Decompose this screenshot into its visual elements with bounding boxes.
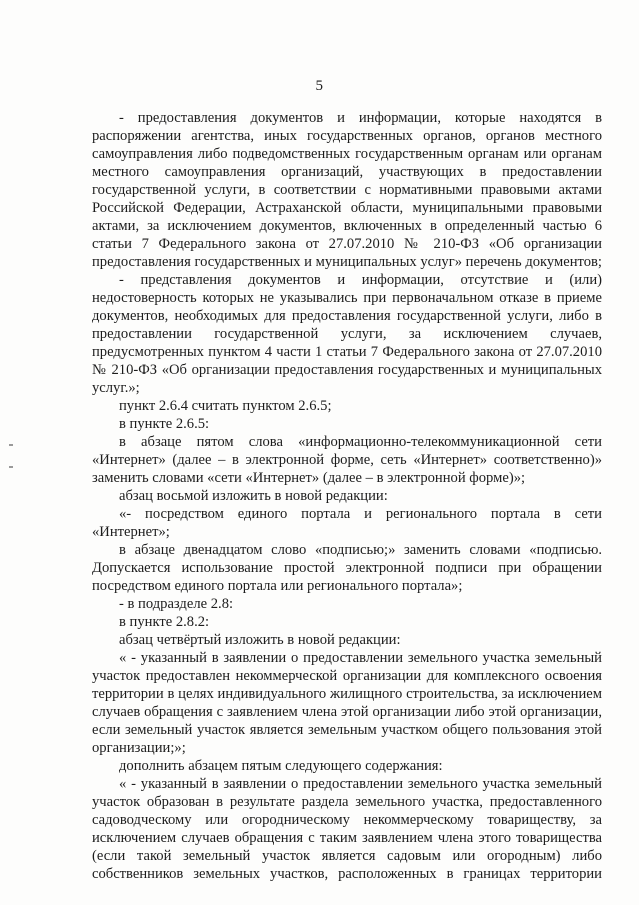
text-line: пункт 2.6.4 считать пунктом 2.6.5; bbox=[119, 398, 332, 414]
scan-mark bbox=[9, 444, 13, 446]
text-line: местного самоуправления организаций, участвующих в предоставлении bbox=[92, 164, 602, 180]
text-line: Допускается использование простой электронной подписи при обращении bbox=[92, 560, 602, 576]
text-line: в пункте 2.8.2: bbox=[119, 614, 210, 630]
text-line: абзац восьмой изложить в новой редакции: bbox=[119, 488, 388, 504]
text-line: если земельный участок является земельным участком общего пользования этой bbox=[92, 722, 602, 738]
text-line: участок образован в результате раздела земельного участка, предоставленного bbox=[92, 794, 602, 810]
text-line: - в подразделе 2.8: bbox=[119, 596, 234, 612]
text-line: территории в целях индивидуального жилищного строительства, за исключением bbox=[92, 686, 602, 702]
text-line: предоставления государственных и муниципальных услуг» перечень документов; bbox=[92, 254, 602, 270]
text-line: дополнить абзацем пятым следующего содержания: bbox=[119, 758, 443, 774]
text-line: услуг.»; bbox=[92, 380, 140, 396]
text-line: организации;»; bbox=[92, 740, 186, 756]
page-number: 5 bbox=[315, 78, 324, 94]
text-line: № 210-ФЗ «Об организации предоставления государственных и муниципальных bbox=[92, 362, 602, 378]
text-line: случаев обращения с заявлением члена этой организации либо этой организации, bbox=[92, 704, 602, 720]
text-line: «Интернет»; bbox=[92, 524, 170, 540]
text-line: самоуправления либо подведомственных государственным органам или органам bbox=[92, 146, 602, 162]
scan-mark bbox=[9, 466, 13, 468]
text-line: - представления документов и информации, отсутствие и (или) bbox=[119, 272, 602, 288]
text-line: - предоставления документов и информации, которые находятся в bbox=[119, 110, 602, 126]
text-line: актами, за исключением документов, включенных в определенный частью 6 bbox=[92, 218, 602, 234]
text-line: исключением случаев обращения с таким заявлением члена этого товарищества bbox=[92, 830, 602, 846]
text-line: участок предоставлен некоммерческой организации для комплексного освоения bbox=[92, 668, 602, 684]
text-line: Российской Федерации, Астраханской области, муниципальными правовыми bbox=[92, 200, 602, 216]
text-line: недостоверность которых не указывались при первоначальном отказе в приеме bbox=[92, 290, 602, 306]
text-line: «- посредством единого портала и регионального портала в сети bbox=[119, 506, 602, 522]
text-line: «Интернет» (далее – в электронной форме, сеть «Интернет» соответственно)» bbox=[92, 452, 602, 468]
text-line: посредством единого портала или регионального портала»; bbox=[92, 578, 463, 594]
text-line: собственников земельных участков, расположенных в границах территории bbox=[92, 866, 602, 882]
text-line: предоставлении государственной услуги, за исключением случаев, bbox=[92, 326, 602, 342]
text-line: « - указанный в заявлении о предоставлении земельного участка земельный bbox=[119, 776, 602, 792]
text-line: заменить словами «сети «Интернет» (далее – в электронной форме)»; bbox=[92, 470, 526, 486]
text-line: предусмотренных пунктом 4 части 1 статьи 7 Федерального закона от 27.07.2010 bbox=[92, 344, 602, 360]
text-line: « - указанный в заявлении о предоставлении земельного участка земельный bbox=[119, 650, 602, 666]
text-line: распоряжении агентства, иных государственных органов, органов местного bbox=[92, 128, 602, 144]
text-line: в пункте 2.6.5: bbox=[119, 416, 210, 432]
text-line: статьи 7 Федерального закона от 27.07.2010 № 210-ФЗ «Об организации bbox=[92, 236, 602, 252]
text-line: документов, необходимых для предоставления государственной услуги, либо в bbox=[92, 308, 602, 324]
text-line: государственной услуги, в соответствии с нормативными правовыми актами bbox=[92, 182, 602, 198]
text-line: садоводческому или огородническому некоммерческому товариществу, за bbox=[92, 812, 602, 828]
text-line: в абзаце двенадцатом слово «подписью;» заменить словами «подписью. bbox=[119, 542, 602, 558]
text-line: в абзаце пятом слова «информационно-телекоммуникационной сети bbox=[119, 434, 602, 450]
text-line: абзац четвёртый изложить в новой редакции: bbox=[119, 632, 401, 648]
text-line: (если такой земельный участок является садовым или огородным) либо bbox=[92, 848, 602, 864]
